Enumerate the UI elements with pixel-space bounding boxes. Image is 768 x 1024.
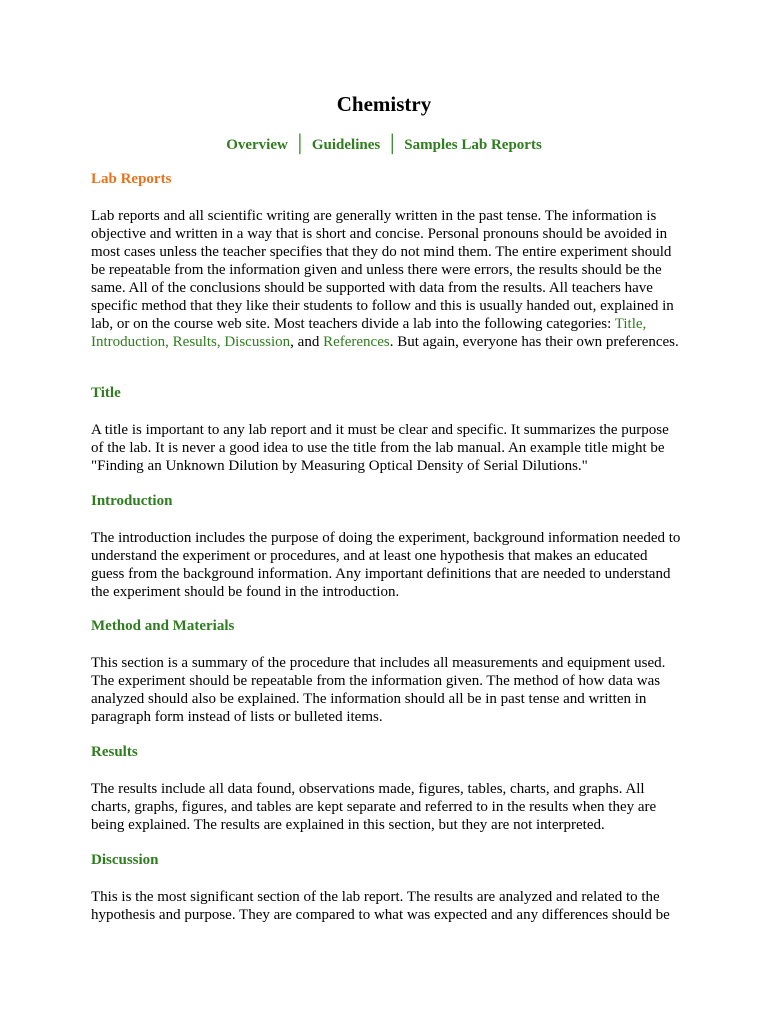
paragraph-introduction: The introduction includes the purpose of doing the experiment, background information needed to understand the experiment or procedures, and at least one hypothesis that makes an educated guess from the background information. Any important definitions that are needed to understand the experiment should be found in the introduction. (91, 530, 681, 600)
heading-introduction: Introduction (91, 493, 173, 509)
paragraph-results: The results include all data found, observations made, figures, tables, charts, and graphs. All charts, graphs, figures, and tables are kept separate and referred to in the results when they are being explained. The results are explained in this section, but they are not interpreted. (91, 781, 657, 833)
heading-results: Results (91, 744, 138, 760)
paragraph-lab-reports-mid: , and (290, 334, 324, 350)
nav-separator: │ (293, 134, 306, 153)
section-nav (0, 134, 768, 154)
nav-separator: │ (386, 134, 399, 153)
paragraph-discussion: This is the most significant section of the lab report. The results are analyzed and related to the hypothesis and purpose. They are compared to what was expected and any differences should be (91, 889, 670, 923)
paragraph-lab-reports-tail: . But again, everyone has their own preferences. (389, 334, 679, 350)
heading-discussion: Discussion (91, 852, 159, 868)
heading-title: Title (91, 385, 121, 401)
nav-link-guidelines[interactable]: Guidelines (311, 137, 381, 153)
page-title: Chemistry (336, 92, 432, 116)
paragraph-lab-reports (91, 207, 681, 351)
paragraph-lab-reports-text: Lab reports and all scientific writing are generally written in the past tense. The information is objective and written in a way that is short and concise. Personal pronouns should be avoided in most cases unless the teacher specifies that they do not mind them. The entire experiment should be repeatable from the information given and unless there were errors, the results should be the same. All of the conclusions should be supported with data from the results. All teachers have specific method that they like their students to follow and this is usually handed out, explained in lab, or on the course web site. Most teachers divide a lab into the following categories: (91, 208, 674, 332)
nav-link-samples-lab-reports[interactable]: Samples Lab Reports (404, 137, 542, 153)
paragraph-title: A title is important to any lab report and it must be clear and specific. It summarizes the purpose of the lab. It is never a good idea to use the title from the lab manual. An example title might be "Finding an Unknown Dilution by Measuring Optical Density of Serial Dilutions." (91, 422, 669, 474)
heading-method-and-materials: Method and Materials (91, 618, 235, 634)
heading-lab-reports: Lab Reports (91, 171, 172, 187)
paragraph-method-and-materials: This section is a summary of the procedure that includes all measurements and equipment used. The experiment should be repeatable from the information given. The method of how data was analyzed should also be explained. The information should all be in past tense and written in paragraph form instead of lists or bulleted items. (91, 655, 666, 725)
link-categories[interactable]: Title, Introduction, Results, Discussion (91, 316, 647, 350)
nav-link-overview[interactable]: Overview (226, 137, 288, 153)
link-references[interactable]: References (323, 334, 390, 350)
